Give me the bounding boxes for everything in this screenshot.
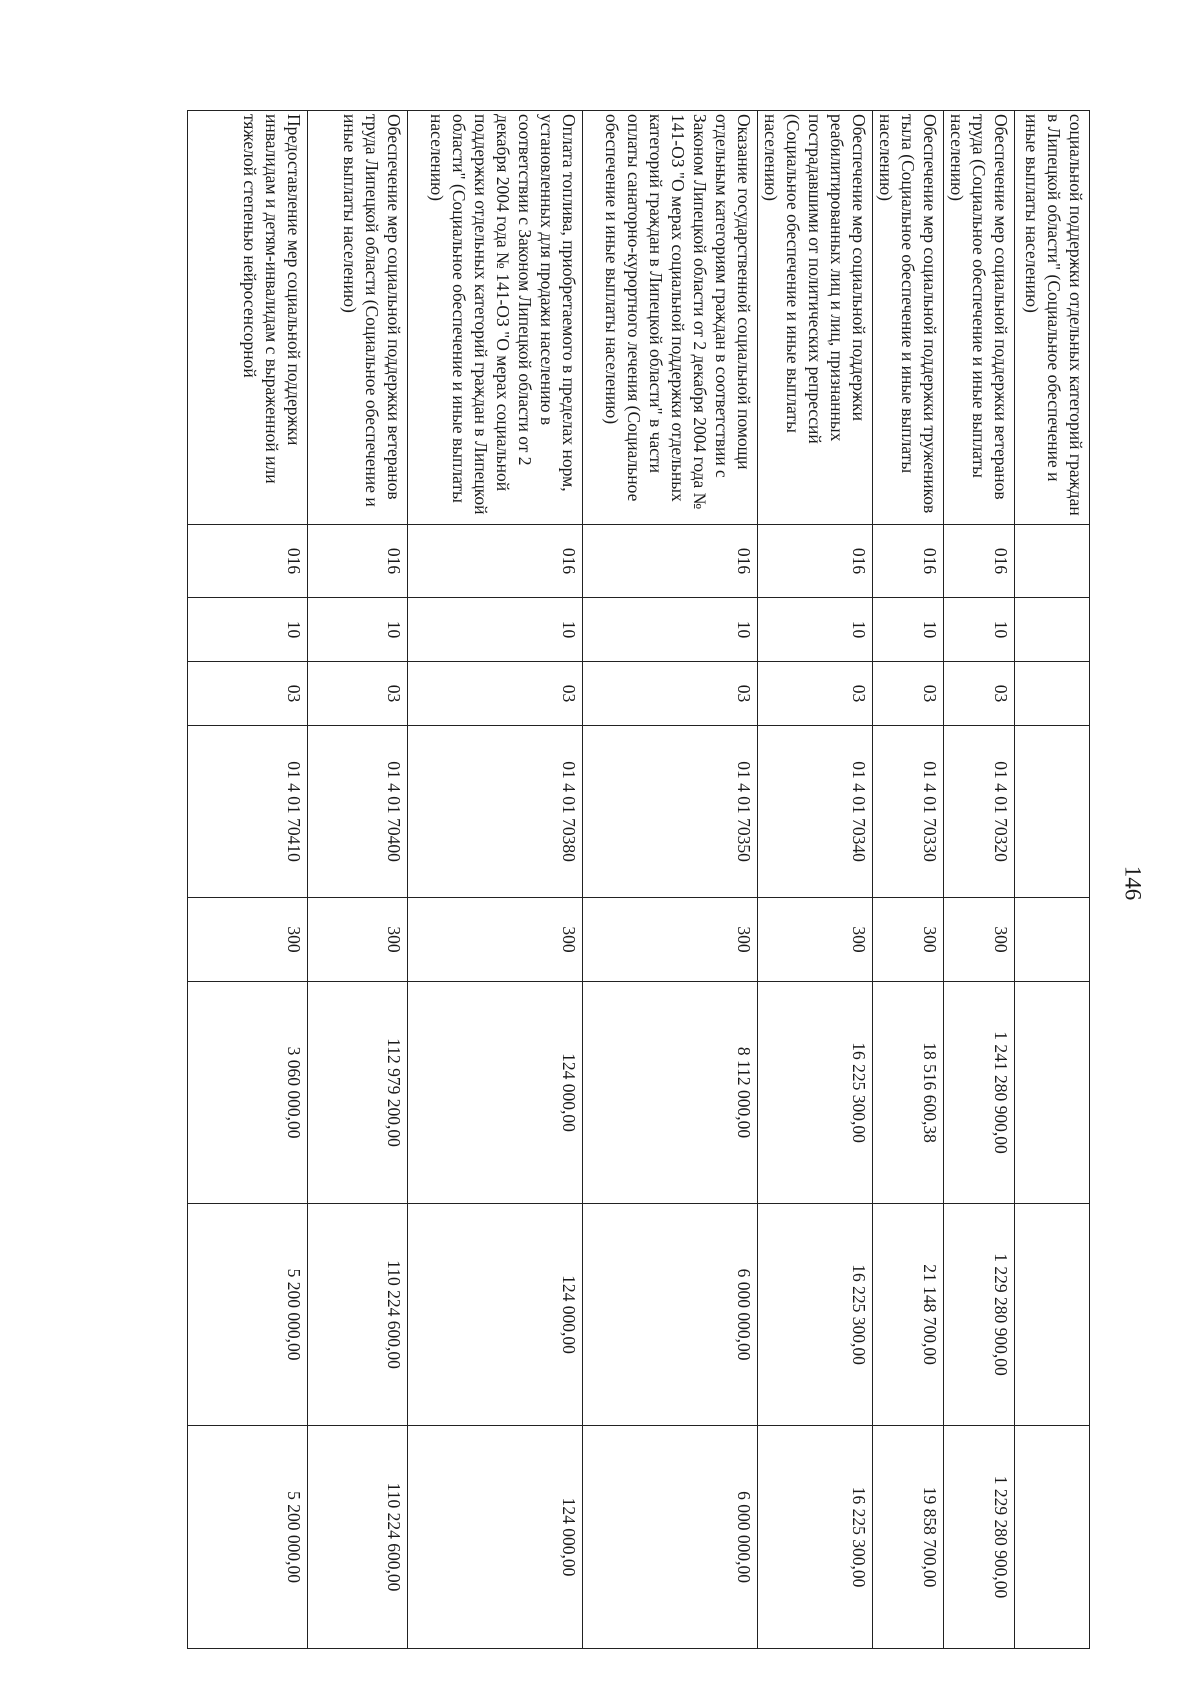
expense-type-cell: 300 — [308, 898, 408, 982]
target-article-cell: 01 4 01 70340 — [758, 726, 873, 898]
amount-year1-cell: 16 225 300,00 — [758, 982, 873, 1204]
target-article-cell: 01 4 01 70410 — [188, 726, 308, 898]
amount-year2-cell: 6 000 000,00 — [583, 1204, 758, 1426]
row-name-cell: Обеспечение мер социальной поддержки тружеников тыла (Социальное обеспечение и иные выплаты населению) — [873, 111, 944, 525]
ministry-code-cell: 016 — [944, 525, 1015, 598]
expense-type-cell: 300 — [188, 898, 308, 982]
target-article-cell: 01 4 01 70320 — [944, 726, 1015, 898]
table-row — [1015, 111, 1090, 1649]
amount-year1-cell: 124 000,00 — [408, 982, 583, 1204]
subsection-code-cell: 03 — [408, 662, 583, 726]
amount-year2-cell: 16 225 300,00 — [758, 1204, 873, 1426]
target-article-cell — [1015, 726, 1090, 898]
amount-year1-cell: 18 516 600,38 — [873, 982, 944, 1204]
section-code-cell: 10 — [188, 598, 308, 662]
row-name-cell: Оказание государственной социальной помощи отдельным категориям граждан в соответствии с Законом Липецкой области от 2 декабря 2004 года № 141-ОЗ "О мерах социальной поддержки отдельных категорий граждан в Липецкой области" в части оплаты санаторно-курортного лечения (Социальное обеспечение и иные выплаты населению) — [583, 111, 758, 525]
amount-year3-cell: 1 229 280 900,00 — [944, 1426, 1015, 1649]
budget-table — [187, 110, 1090, 1649]
ministry-code-cell: 016 — [583, 525, 758, 598]
table-row — [188, 111, 308, 1649]
target-article-cell: 01 4 01 70400 — [308, 726, 408, 898]
row-name-cell: Предоставление мер социальной поддержки инвалидам и детям-инвалидам с выраженной или тяжелой степенью нейросенсорной — [188, 111, 308, 525]
amount-year1-cell — [1015, 982, 1090, 1204]
amount-year1-cell: 8 112 000,00 — [583, 982, 758, 1204]
section-code-cell: 10 — [873, 598, 944, 662]
section-code-cell: 10 — [758, 598, 873, 662]
amount-year3-cell: 6 000 000,00 — [583, 1426, 758, 1649]
expense-type-cell: 300 — [583, 898, 758, 982]
expense-type-cell — [1015, 898, 1090, 982]
amount-year2-cell: 21 148 700,00 — [873, 1204, 944, 1426]
ministry-code-cell: 016 — [308, 525, 408, 598]
table-row — [583, 111, 758, 1649]
row-name-cell: социальной поддержки отдельных категорий граждан в Липецкой области" (Социальное обеспечение и иные выплаты населению) — [1015, 111, 1090, 525]
amount-year1-cell: 1 241 280 900,00 — [944, 982, 1015, 1204]
expense-type-cell: 300 — [408, 898, 583, 982]
subsection-code-cell: 03 — [308, 662, 408, 726]
section-code-cell: 10 — [408, 598, 583, 662]
amount-year2-cell: 1 229 280 900,00 — [944, 1204, 1015, 1426]
amount-year3-cell: 19 858 700,00 — [873, 1426, 944, 1649]
budget-table-body — [188, 111, 1090, 1649]
ministry-code-cell: 016 — [408, 525, 583, 598]
section-code-cell — [1015, 598, 1090, 662]
subsection-code-cell: 03 — [188, 662, 308, 726]
section-code-cell: 10 — [944, 598, 1015, 662]
table-row — [758, 111, 873, 1649]
rotated-page-content — [190, 110, 1090, 1648]
amount-year1-cell: 3 060 000,00 — [188, 982, 308, 1204]
row-name-cell: Обеспечение мер социальной поддержки реабилитированных лиц и лиц, признанных пострадавшими от политических репрессий (Социальное обеспечение и иные выплаты населению) — [758, 111, 873, 525]
target-article-cell: 01 4 01 70330 — [873, 726, 944, 898]
expense-type-cell: 300 — [944, 898, 1015, 982]
ministry-code-cell: 016 — [758, 525, 873, 598]
subsection-code-cell — [1015, 662, 1090, 726]
ministry-code-cell — [1015, 525, 1090, 598]
row-name-cell: Обеспечение мер социальной поддержки ветеранов труда (Социальное обеспечение и иные выплаты населению) — [944, 111, 1015, 525]
row-name-cell: Обеспечение мер социальной поддержки ветеранов труда Липецкой области (Социальное обеспечение и иные выплаты населению) — [308, 111, 408, 525]
target-article-cell: 01 4 01 70350 — [583, 726, 758, 898]
row-name-cell: Оплата топлива, приобретаемого в пределах норм, установленных для продажи населению в соответствии с Законом Липецкой области от 2 декабря 2004 года № 141-ОЗ "О мерах социальной поддержки отдельных категорий граждан в Липецкой области" (Социальное обеспечение и иные выплаты населению) — [408, 111, 583, 525]
amount-year3-cell: 5 200 000,00 — [188, 1426, 308, 1649]
subsection-code-cell: 03 — [583, 662, 758, 726]
section-code-cell: 10 — [308, 598, 408, 662]
table-row — [944, 111, 1015, 1649]
table-row — [408, 111, 583, 1649]
expense-type-cell: 300 — [758, 898, 873, 982]
ministry-code-cell: 016 — [188, 525, 308, 598]
expense-type-cell: 300 — [873, 898, 944, 982]
subsection-code-cell: 03 — [944, 662, 1015, 726]
ministry-code-cell: 016 — [873, 525, 944, 598]
subsection-code-cell: 03 — [758, 662, 873, 726]
amount-year3-cell: 16 225 300,00 — [758, 1426, 873, 1649]
table-row — [308, 111, 408, 1649]
amount-year2-cell: 124 000,00 — [408, 1204, 583, 1426]
section-code-cell: 10 — [583, 598, 758, 662]
amount-year3-cell — [1015, 1426, 1090, 1649]
amount-year3-cell: 110 224 600,00 — [308, 1426, 408, 1649]
page-number: 146 — [1120, 865, 1146, 901]
table-row — [873, 111, 944, 1649]
amount-year2-cell: 5 200 000,00 — [188, 1204, 308, 1426]
subsection-code-cell: 03 — [873, 662, 944, 726]
target-article-cell: 01 4 01 70380 — [408, 726, 583, 898]
amount-year3-cell: 124 000,00 — [408, 1426, 583, 1649]
amount-year1-cell: 112 979 200,00 — [308, 982, 408, 1204]
amount-year2-cell: 110 224 600,00 — [308, 1204, 408, 1426]
amount-year2-cell — [1015, 1204, 1090, 1426]
